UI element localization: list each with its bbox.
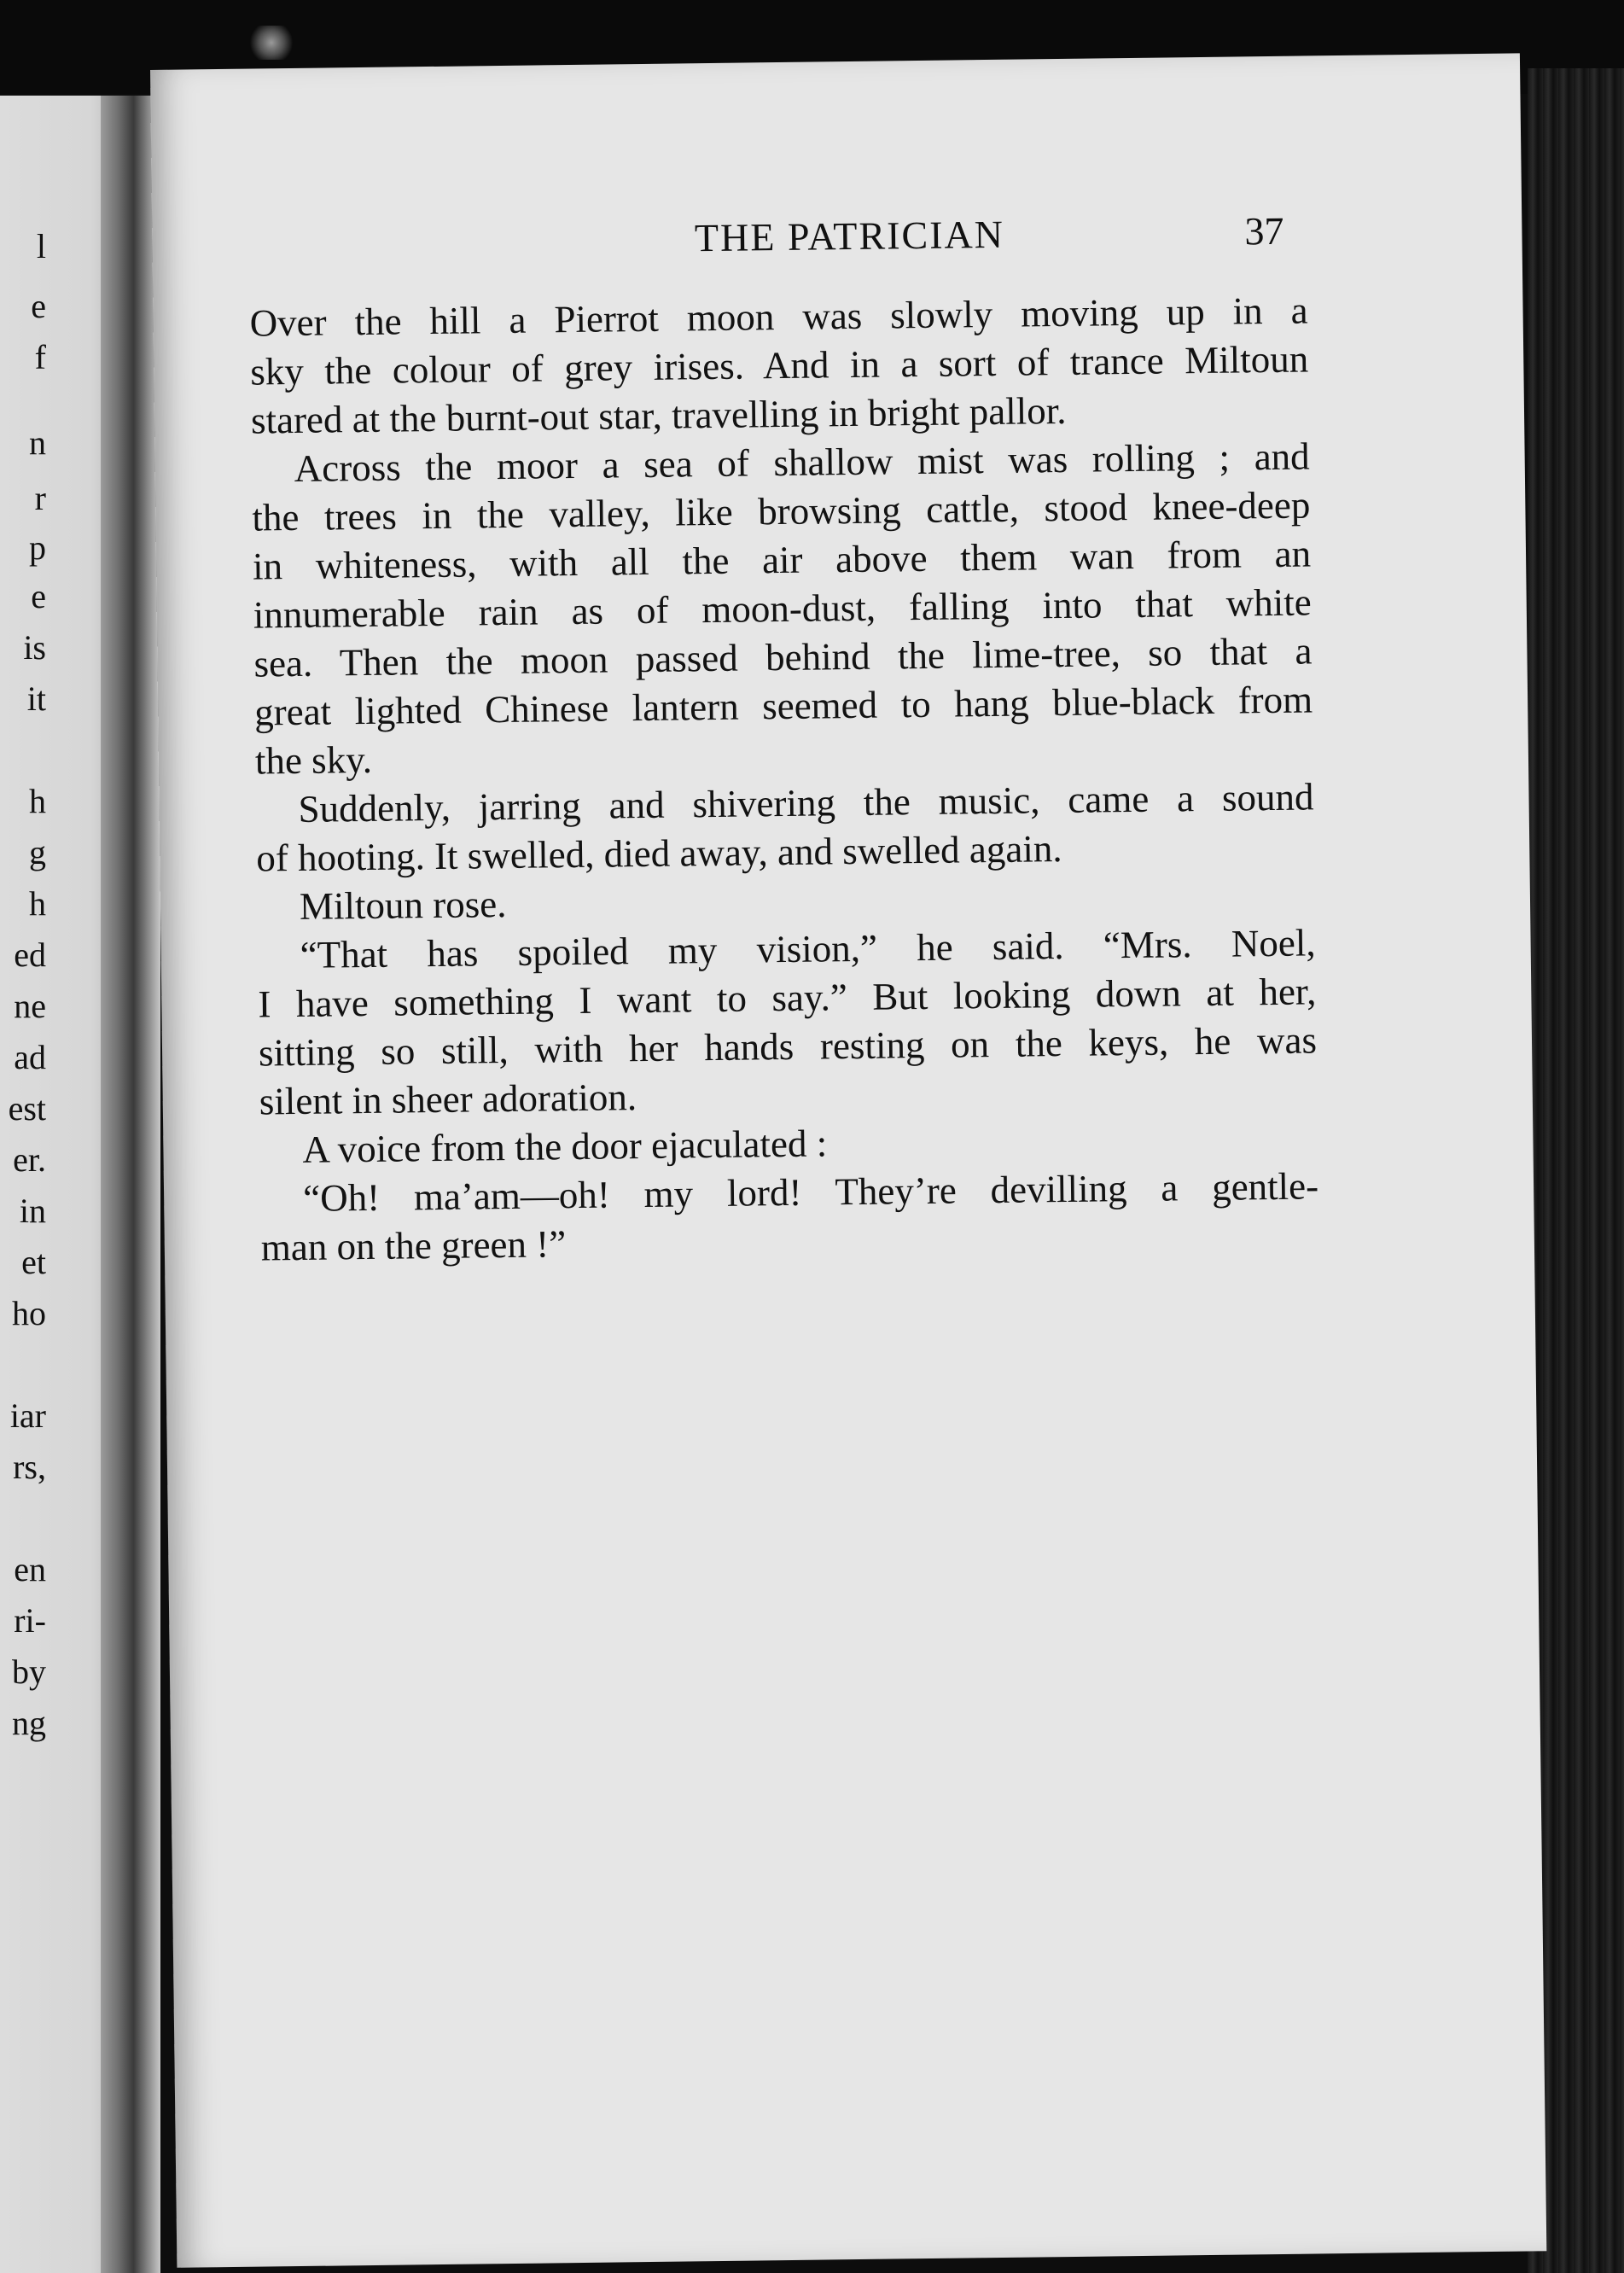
text-line: sitting so still, with her hands resting on the keys, he was	[258, 1018, 1318, 1075]
page-body-text	[249, 286, 1319, 1272]
previous-page-fragment: h	[29, 884, 46, 923]
text-line: innumerable rain as of moon-dust, falling into that white	[253, 580, 1313, 637]
text-line: man on the green !”	[260, 1222, 567, 1269]
text-line: in whiteness, with all the air above them wan from an	[252, 532, 1312, 588]
text-line: Over the hill a Pierrot moon was slowly moving up in a	[249, 288, 1308, 345]
previous-page-fragment: ed	[14, 935, 46, 974]
previous-page-fragment: ho	[12, 1294, 46, 1332]
previous-page-fragment: ad	[14, 1038, 46, 1076]
previous-page-fragment: est	[8, 1089, 46, 1128]
text-line: Miltoun rose.	[299, 882, 507, 928]
text-line: great lighted Chinese lantern seemed to hang blue-black from	[253, 678, 1313, 734]
text-line: the trees in the valley, like browsing cattle, stood knee-deep	[252, 483, 1311, 539]
previous-page-fragment: h	[29, 782, 46, 820]
paragraph	[249, 286, 1309, 445]
previous-page-text-fragments	[0, 96, 53, 2273]
paragraph	[251, 432, 1313, 785]
text-line: “Oh! ma’am—oh! my lord! They’re devilling a gentle-	[302, 1164, 1319, 1220]
previous-page-fragment: in	[19, 1192, 46, 1230]
paragraph	[260, 1162, 1319, 1272]
previous-page-fragment: n	[29, 423, 46, 462]
page-number: 37	[1244, 208, 1284, 254]
running-title: THE PATRICIAN	[694, 212, 1005, 260]
book-gutter	[101, 96, 160, 2273]
previous-page-fragment: g	[29, 833, 46, 871]
text-line: the sky.	[254, 737, 373, 783]
text-line: sea. Then the moon passed behind the lime-tree, so that a	[253, 629, 1313, 685]
previous-page-fragment: en	[14, 1550, 46, 1588]
previous-page-fragment: ri-	[14, 1601, 46, 1640]
previous-page-fragment: it	[26, 679, 46, 718]
text-line: sky the colour of grey irises. And in a sort of trance Miltoun	[250, 337, 1309, 393]
paragraph	[257, 918, 1318, 1126]
text-line: “That has spoiled my vision,” he said. “Mrs. Noel,	[300, 921, 1316, 976]
previous-page-fragment: ne	[14, 987, 46, 1025]
text-line: A voice from the door ejaculated :	[302, 1122, 828, 1171]
previous-page-fragment: p	[29, 528, 46, 567]
text-line: of hooting. It swelled, died away, and swelled again.	[255, 827, 1062, 880]
previous-page-fragment: er.	[13, 1140, 46, 1179]
previous-page-fragment: l	[36, 227, 46, 265]
previous-page-fragment: by	[12, 1652, 46, 1691]
previous-page-fragment: ng	[12, 1704, 46, 1742]
previous-page-fragment: is	[23, 628, 46, 667]
previous-page-fragment: rs,	[13, 1448, 46, 1486]
text-line: I have something I want to say.” But looking down at her,	[258, 970, 1317, 1026]
previous-page-fragment: e	[31, 577, 46, 615]
scan-smudge	[246, 26, 297, 60]
previous-page-fragment: iar	[9, 1396, 46, 1435]
text-line: stared at the burnt-out star, travelling in bright pallor.	[250, 388, 1067, 442]
previous-page-fragment: f	[34, 338, 46, 376]
text-line: Across the moor a sea of shallow mist was rolling ; and	[294, 434, 1310, 490]
paragraph	[255, 772, 1314, 883]
text-line: Suddenly, jarring and shivering the music, came a sound	[298, 775, 1314, 831]
text-line: silent in sheer adoration.	[259, 1075, 637, 1123]
previous-page-fragment: e	[31, 287, 46, 325]
previous-page-fragment: et	[21, 1243, 46, 1281]
book-page	[150, 53, 1546, 2267]
previous-page-fragment: r	[34, 479, 46, 517]
